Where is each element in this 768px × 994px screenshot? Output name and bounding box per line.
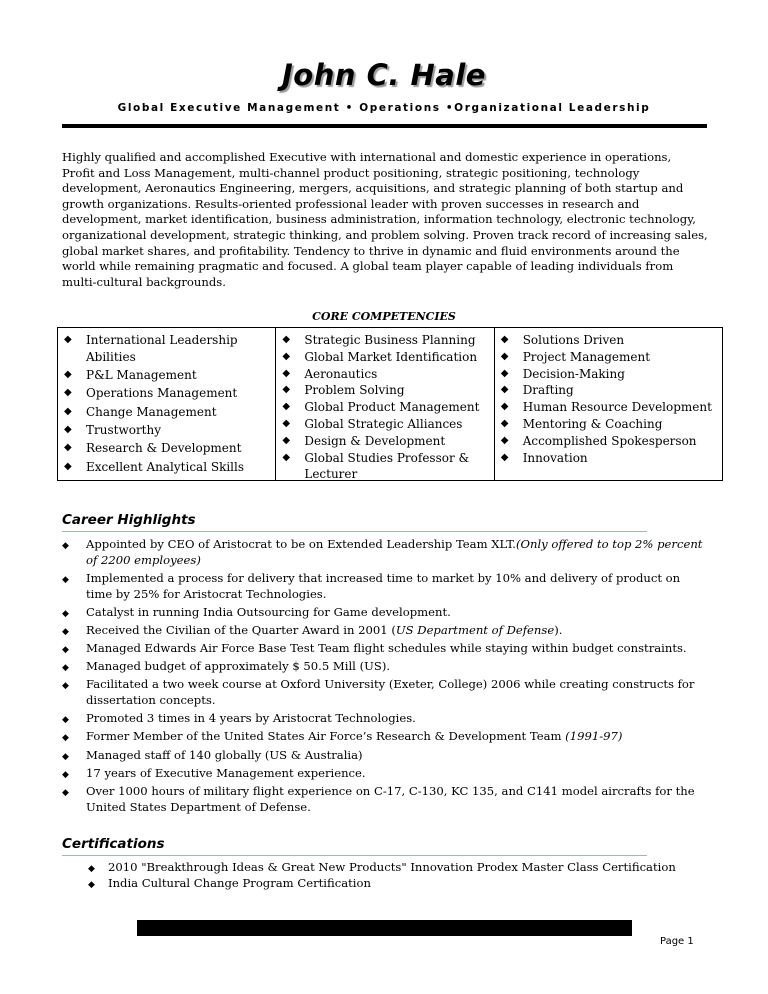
diamond-bullet-icon: ◆ bbox=[64, 369, 72, 381]
competency-item: ◆ Drafting bbox=[500, 383, 574, 398]
diamond-bullet-icon: ◆ bbox=[62, 715, 69, 726]
competency-item: ◆ Global Product Management bbox=[282, 400, 480, 415]
diamond-bullet-icon: ◆ bbox=[500, 401, 509, 413]
career-highlight-item: ◆ Managed Edwards Air Force Base Test Team flight schedules while staying within budget constraints. bbox=[62, 641, 712, 657]
certifications-divider bbox=[62, 855, 647, 856]
career-highlight-item: ◆ Implemented a process for delivery that increased time to market by 10% and delivery of product on time by 25% for Aristocrat Technologies. bbox=[62, 571, 681, 601]
diamond-bullet-icon: ◆ bbox=[64, 405, 72, 417]
candidate-name: John C. Hale bbox=[282, 58, 486, 92]
summary-line: multi-cultural backgrounds. bbox=[62, 274, 226, 289]
competency-item: ◆ Research & Development bbox=[64, 441, 242, 456]
career-highlights-divider bbox=[62, 531, 647, 532]
competency-item: ◆ Global Studies Professor & Lecturer bbox=[282, 450, 470, 482]
core-competencies-table bbox=[57, 327, 723, 481]
summary-line: development, Aeronautics Engineering, mergers, acquisitions, and strategic planning of both startup and bbox=[62, 181, 684, 196]
competency-item: ◆ Operations Management bbox=[64, 386, 238, 401]
career-highlight-item: ◆ Managed staff of 140 globally (US & Australia) bbox=[62, 748, 712, 764]
competency-item: ◆ Global Strategic Alliances bbox=[282, 416, 463, 431]
competency-column-3 bbox=[494, 328, 722, 480]
diamond-bullet-icon: ◆ bbox=[500, 334, 509, 345]
competency-item: ◆ Change Management bbox=[64, 404, 217, 419]
career-highlights-heading: Career Highlights bbox=[62, 512, 196, 528]
competency-column-1 bbox=[58, 328, 275, 480]
competency-item: ◆ Design & Development bbox=[282, 433, 446, 448]
career-highlight-item: ◆ Over 1000 hours of military flight experience on C-17, C-130, KC 135, and C141 model aircrafts for the United States Department of Defense. bbox=[62, 783, 695, 814]
certifications-list bbox=[88, 859, 708, 891]
competency-item: ◆ Innovation bbox=[500, 450, 588, 465]
competency-item: ◆ Excellent Analytical Skills bbox=[64, 459, 245, 474]
diamond-bullet-icon: ◆ bbox=[62, 751, 69, 762]
career-highlight-item: ◆ Former Member of the United States Air Force’s Research & Development Team (1991-97) bbox=[62, 729, 712, 745]
diamond-bullet-icon: ◆ bbox=[62, 733, 69, 744]
competency-item: ◆ Project Management bbox=[500, 349, 651, 364]
diamond-bullet-icon: ◆ bbox=[62, 541, 69, 551]
diamond-bullet-icon: ◆ bbox=[282, 334, 291, 345]
diamond-bullet-icon: ◆ bbox=[62, 787, 69, 798]
professional-summary bbox=[62, 150, 722, 290]
summary-line: global market shares, and profitability. Tendency to thrive in dynamic and fluid environments around the bbox=[62, 243, 680, 258]
page-number: Page 1 bbox=[660, 936, 694, 947]
diamond-bullet-icon: ◆ bbox=[500, 367, 509, 379]
diamond-bullet-icon: ◆ bbox=[88, 864, 95, 874]
competency-item: ◆ Problem Solving bbox=[282, 383, 405, 398]
diamond-bullet-icon: ◆ bbox=[64, 442, 72, 454]
career-highlight-item: ◆ Catalyst in running India Outsourcing for Game development. bbox=[62, 605, 712, 621]
diamond-bullet-icon: ◆ bbox=[282, 451, 291, 463]
diamond-bullet-icon: ◆ bbox=[500, 384, 509, 396]
diamond-bullet-icon: ◆ bbox=[88, 880, 95, 890]
diamond-bullet-icon: ◆ bbox=[62, 575, 69, 585]
diamond-bullet-icon: ◆ bbox=[64, 387, 72, 399]
diamond-bullet-icon: ◆ bbox=[64, 334, 72, 345]
diamond-bullet-icon: ◆ bbox=[282, 350, 291, 362]
competency-item: ◆ Accomplished Spokesperson bbox=[500, 433, 697, 448]
diamond-bullet-icon: ◆ bbox=[282, 384, 291, 396]
diamond-bullet-icon: ◆ bbox=[64, 423, 72, 435]
career-highlight-item: ◆ Appointed by CEO of Aristocrat to be on Extended Leadership Team XLT.(Only offered to top 2% percent of 2200 employees) bbox=[62, 537, 703, 567]
career-highlight-item: ◆ Received the Civilian of the Quarter Award in 2001 (US Department of Defense). bbox=[62, 623, 712, 639]
certification-item: ◆ 2010 "Breakthrough Ideas & Great New Products" Innovation Prodex Master Class Certification bbox=[88, 859, 708, 875]
diamond-bullet-icon: ◆ bbox=[500, 434, 509, 446]
diamond-bullet-icon: ◆ bbox=[64, 460, 72, 472]
diamond-bullet-icon: ◆ bbox=[500, 417, 509, 429]
career-highlight-item: ◆ Facilitated a two week course at Oxford University (Exeter, College) 2006 while creating constructs for dissertation concepts. bbox=[62, 677, 695, 708]
competency-item: ◆ International Leadership Abilities bbox=[64, 333, 238, 364]
competency-item: ◆ Mentoring & Coaching bbox=[500, 416, 663, 431]
diamond-bullet-icon: ◆ bbox=[282, 367, 291, 379]
competency-column-2 bbox=[275, 328, 493, 480]
diamond-bullet-icon: ◆ bbox=[62, 645, 69, 656]
career-highlights-list bbox=[62, 537, 712, 818]
summary-line: development, market identification, business administration, information technology, electronic technology, bbox=[62, 212, 696, 227]
career-highlight-item: ◆ Managed budget of approximately $ 50.5 Mill (US). bbox=[62, 659, 712, 675]
footer-bar bbox=[137, 920, 632, 936]
competency-item: ◆ Global Market Identification bbox=[282, 349, 478, 364]
summary-line: Profit and Loss Management, multi-channel product positioning, strategic positioning, technology bbox=[62, 165, 640, 180]
competency-item: ◆ Trustworthy bbox=[64, 422, 162, 437]
certifications-heading: Certifications bbox=[62, 836, 165, 852]
summary-line: growth organizations. Results-oriented professional leader with proven successes in research and bbox=[62, 196, 640, 211]
diamond-bullet-icon: ◆ bbox=[62, 609, 69, 619]
competency-item: ◆ Decision-Making bbox=[500, 366, 625, 381]
diamond-bullet-icon: ◆ bbox=[500, 451, 509, 463]
summary-line: world while remaining pragmatic and focused. A global team player capable of leading individuals from bbox=[62, 259, 674, 274]
summary-line: Highly qualified and accomplished Executive with international and domestic experience in operations, bbox=[62, 150, 672, 164]
competency-item: ◆ Solutions Driven bbox=[500, 333, 625, 347]
certification-item: ◆ India Cultural Change Program Certification bbox=[88, 875, 708, 891]
career-highlight-item: ◆ Promoted 3 times in 4 years by Aristocrat Technologies. bbox=[62, 711, 712, 727]
diamond-bullet-icon: ◆ bbox=[282, 417, 291, 429]
tagline: Global Executive Management • Operations •Organizational Leadership bbox=[117, 102, 651, 114]
diamond-bullet-icon: ◆ bbox=[62, 627, 69, 638]
competency-item: ◆ Strategic Business Planning bbox=[282, 333, 476, 347]
competency-item: ◆ Human Resource Development bbox=[500, 400, 712, 415]
diamond-bullet-icon: ◆ bbox=[62, 769, 69, 780]
diamond-bullet-icon: ◆ bbox=[62, 681, 69, 692]
diamond-bullet-icon: ◆ bbox=[282, 401, 291, 413]
core-competencies-title: CORE COMPETENCIES bbox=[312, 310, 456, 323]
competency-item: ◆ P&L Management bbox=[64, 368, 197, 383]
diamond-bullet-icon: ◆ bbox=[500, 350, 509, 362]
summary-line: organizational development, strategic thinking, and problem solving. Proven track record of increasing sales, bbox=[62, 227, 708, 242]
diamond-bullet-icon: ◆ bbox=[62, 663, 69, 674]
diamond-bullet-icon: ◆ bbox=[282, 434, 291, 446]
title-divider bbox=[62, 124, 707, 128]
competency-item: ◆ Aeronautics bbox=[282, 366, 378, 381]
career-highlight-item: ◆ 17 years of Executive Management experience. bbox=[62, 766, 712, 782]
